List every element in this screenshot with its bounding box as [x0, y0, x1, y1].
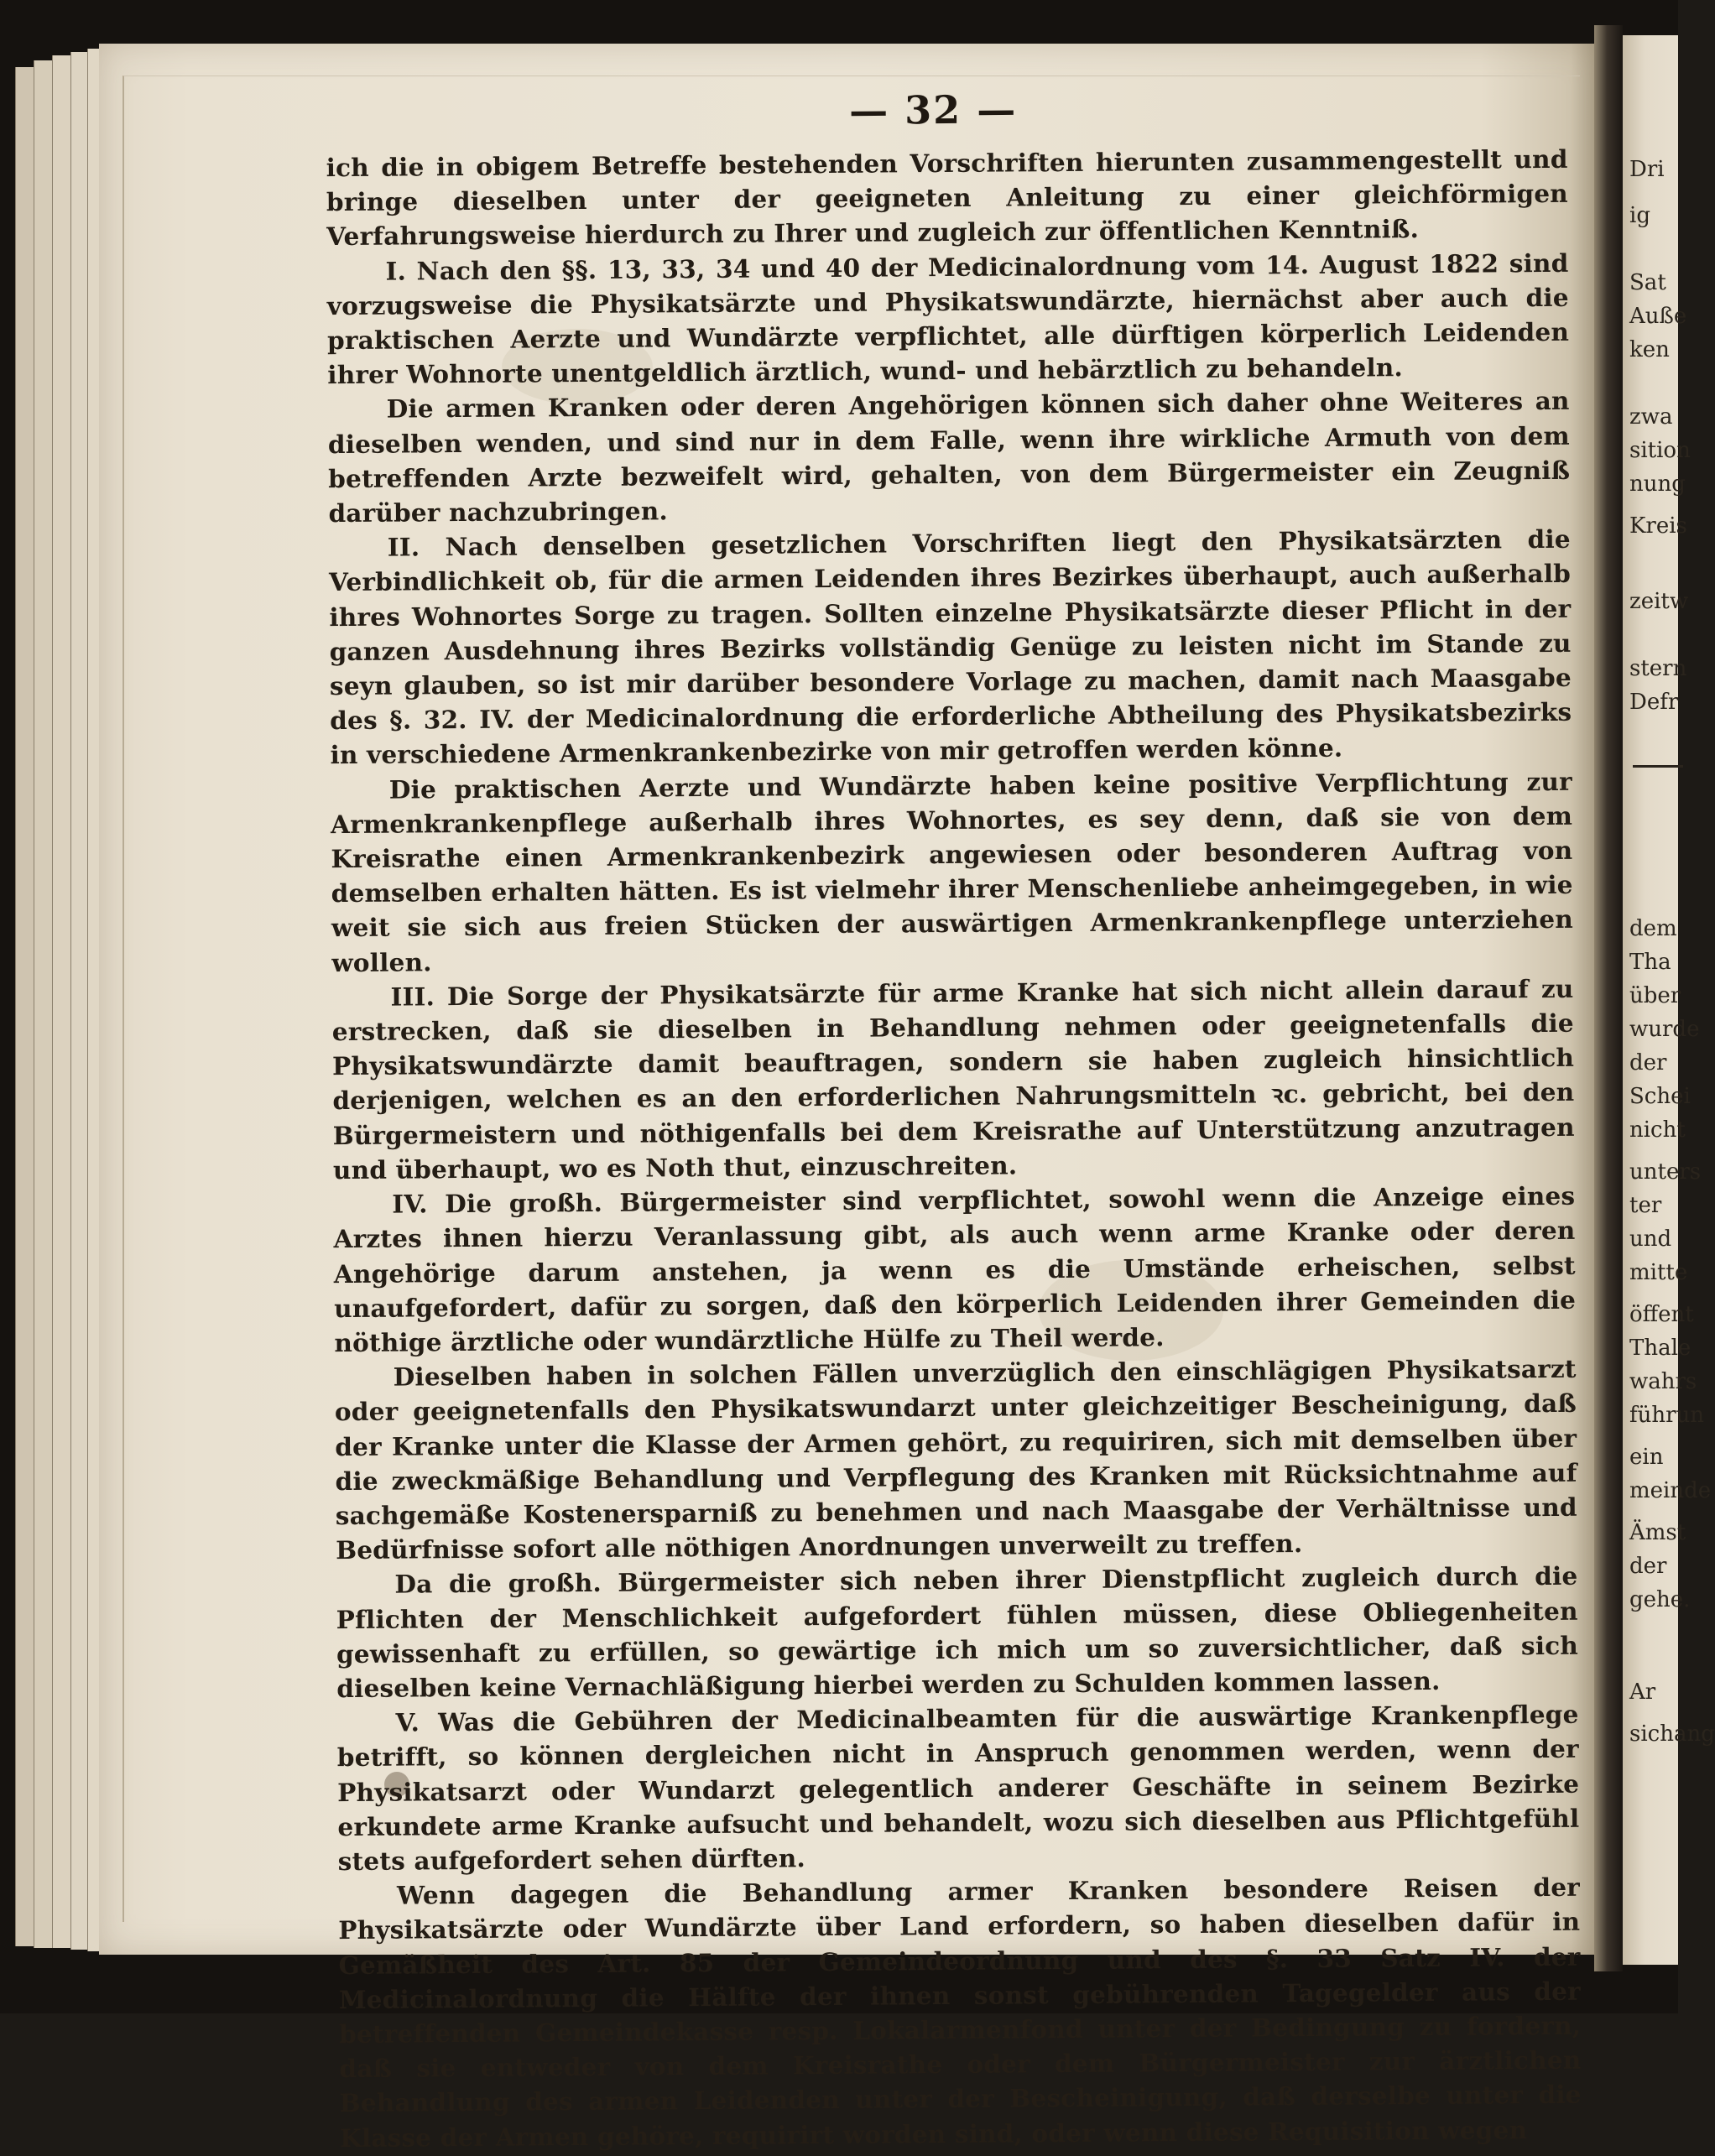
paragraph: I. Nach den §§. 13, 33, 34 und 40 der Medicinalordnung vom 14. August 1822 sind vorzugsweise die Physikatsärzte und Physikatswundärzte, hiernächst aber auch die praktischen Aerzte und Wundärzte verpflichtet, alle dürftigen körperlich Leidenden ihrer Wohnorte unentgeldlich ärztlich, wund- und hebärztlich zu behandeln.	[326, 247, 1570, 390]
paragraph: IV. Die großh. Bürgermeister sind verpflichtet, sowohl wenn die Anzeige eines Arztes ihnen hierzu Veranlassung gibt, als auch wenn arme Kranke oder deren Angehörige darum anstehen, ja wenn es die Umstände erheischen, selbst unaufgefordert, dafür zu sorgen, daß den körperlich Leidenden ihrer Gemeinden die nöthige ärztliche oder wundärztliche Hülfe zu Theil werde.	[333, 1180, 1577, 1358]
next-page-fragment: nicht	[1629, 1117, 1686, 1143]
next-page-fragment: sition	[1629, 438, 1691, 463]
next-page-fragment: wahrs	[1629, 1369, 1697, 1394]
paragraph: Da die großh. Bürgermeister sich neben ihrer Dienstpflicht zugleich durch die Pflichten der Menschlichkeit aufgefordert fühlen müssen, diese Obliegenheiten gewissenhaft zu erfüllen, so gewärtige ich mich um so zuversichtlicher, daß sich dieselben keine Vernachläßigung hierbei werden zu Schulden kommen lassen.	[336, 1561, 1579, 1704]
next-page-fragment: mitte	[1629, 1260, 1688, 1285]
next-page-fragment: Ar	[1629, 1679, 1656, 1705]
next-page-fragment: Auße	[1629, 304, 1687, 329]
next-page-fragment: der	[1629, 1050, 1667, 1075]
next-page-fragment: zwa	[1629, 404, 1673, 430]
next-page-rule	[1633, 765, 1683, 768]
next-page-fragment: und	[1629, 1226, 1672, 1252]
next-page-fragment: meinde	[1629, 1478, 1712, 1503]
next-page-fragment: nung	[1629, 471, 1686, 497]
paragraph: V. Was die Gebühren der Medicinalbeamten für die auswärtige Krankenpflege betrifft, so können dergleichen nicht in Anspruch genommen werden, wenn der Physikatsarzt oder Wundarzt gelegentlich anderer Geschäfte in seinem Bezirke erkundete arme Kranke aufsucht und behandelt, wozu sich dieselben aus Pflichtgefühl stets aufgefordert sehen dürften.	[336, 1699, 1580, 1877]
next-page-fragment: unters	[1629, 1159, 1702, 1185]
next-page-fragment: führun	[1629, 1403, 1705, 1428]
next-page-fragment: wurde	[1629, 1017, 1700, 1042]
next-page-fragment: ter	[1629, 1193, 1662, 1218]
next-page-fragment: ken	[1629, 337, 1670, 362]
next-page-fragment: zeitw	[1629, 589, 1689, 614]
page-number: — 32 —	[848, 86, 1018, 133]
paragraph: ich die in obigem Betreffe bestehenden Vorschriften hierunten zusammengestellt und bringe dieselben unter der geeigneten Anleitung zu einer gleichförmigen Verfahrungsweise hierdurch zu Ihrer und zugleich zur öffentlichen Kenntniß.	[326, 143, 1569, 252]
next-page-fragment: Tha	[1629, 950, 1671, 975]
next-page-fragment: Defr	[1629, 690, 1679, 715]
next-page-fragment: sichang	[1629, 1721, 1715, 1747]
next-page-fragment: ig	[1629, 203, 1650, 228]
next-page-fragment: Dri	[1629, 157, 1665, 182]
paragraph: Die praktischen Aerzte und Wundärzte haben keine positive Verpflichtung zur Armenkrankenpflege außerhalb ihres Wohnortes, es sey denn, daß sie von dem Kreisrathe einen Armenkrankenbezirk angewiesen oder besonderen Auftrag von demselben erhalten hätten. Es ist vielmehr ihrer Menschenliebe anheimgegeben, in wie weit sie sich aus freien Stücken der auswärtigen Armenkrankenpflege unterziehen wollen.	[330, 766, 1574, 977]
next-page-fragment: Ämst	[1629, 1520, 1686, 1545]
next-page-fragment: Schei	[1629, 1084, 1691, 1109]
next-page-fragment: gehe.	[1629, 1587, 1691, 1612]
book-gutter	[1594, 25, 1623, 1971]
next-page-fragment: stern	[1629, 656, 1687, 681]
paragraph: III. Die Sorge der Physikatsärzte für arme Kranke hat sich nicht allein darauf zu erstrecken, daß sie dieselben in Behandlung nehmen oder geeignetenfalls die Physikatswundärzte damit beauftragen, sondern sie haben zugleich hinsichtlich derjenigen, welchen es an den erforderlichen Nahrungsmitteln ꝛc. gebricht, bei den Bürgermeistern und nöthigenfalls bei dem Kreisrathe auf Unterstützung anzutragen und überhaupt, wo es Noth thut, einzuschreiten.	[331, 973, 1575, 1185]
next-page-fragment: Sat	[1629, 270, 1666, 295]
next-page-fragment: ein	[1629, 1445, 1664, 1470]
paragraph: Die armen Kranken oder deren Angehörigen können sich daher ohne Weiteres an dieselben wenden, und sind nur in dem Falle, wenn ihre wirkliche Armuth von dem betreffenden Arzte bezweifelt wird, gehalten, von dem Bürgermeister ein Zeugniß darüber nachzubringen.	[327, 386, 1571, 529]
paragraph: II. Nach denselben gesetzlichen Vorschriften liegt den Physikatsärzten die Verbindlichkeit ob, für die armen Leidenden ihres Bezirkes überhaupt, auch außerhalb ihres Wohnortes Sorge zu tragen. Sollten einzelne Physikatsärzte dieser Pflicht in der ganzen Ausdehnung ihres Bezirks vollständig Genüge zu leisten nicht im Stande zu seyn glauben, so ist mir darüber besondere Vorlage zu machen, damit nach Maasgabe des §. 32. IV. der Medicinalordnung die erforderliche Abtheilung des Physikatsbezirks in verschiedene Armenkrankenbezirke von mir getroffen werden könne.	[328, 524, 1572, 770]
next-page-fragment: über	[1629, 983, 1681, 1008]
next-page-fragment: dem	[1629, 916, 1677, 941]
next-page-fragment: Thale	[1629, 1336, 1692, 1361]
next-page-sliver	[1623, 35, 1715, 1965]
body-text	[326, 142, 1582, 2155]
next-page-fragment: öffent	[1629, 1302, 1694, 1327]
paragraph: Dieselben haben in solchen Fällen unverzüglich den einschlägigen Physikatsarzt oder geeignetenfalls den Physikatswundarzt unter gleichzeitiger Bescheinigung, daß der Kranke unter die Klasse der Armen gehört, zu requiriren, sich mit demselben über die zweckmäßige Behandlung und Verpflegung des Kranken mit Rücksichtnahme auf sachgemäße Kostenersparniß zu benehmen und nach Maasgabe der Verhältnisse und Bedürfnisse sofort alle nöthigen Anordnungen unverweilt zu treffen.	[334, 1353, 1577, 1565]
next-page-fragment: der	[1629, 1554, 1667, 1579]
next-page-fragment: Kreis	[1629, 513, 1687, 539]
paragraph: Wenn dagegen die Behandlung armer Kranken besondere Reisen der Physikatsärzte oder Wundärzte über Land erfordern, so haben dieselben dafür in Gemäßheit des Art. 85 der Gemeindeordnung und des §. 33 Satz IV. der Medicinalordnung die Hälfte der ihnen sonst gebührenden Tagegelder aus der betreffenden Gemeindekasse resp. Lokalarmenfond unter der Bedingung zu fordern, daß sie entweder von dem Kreisrathe oder dem Bürgermeister zur ärztlichen Behandlung des armen Leidenden unter der Bescheinigung, daß derselbe unter die Klasse der Armen gehöre, requirirt worden sind, oder wenn diese Requisition wegen	[338, 1872, 1582, 2153]
